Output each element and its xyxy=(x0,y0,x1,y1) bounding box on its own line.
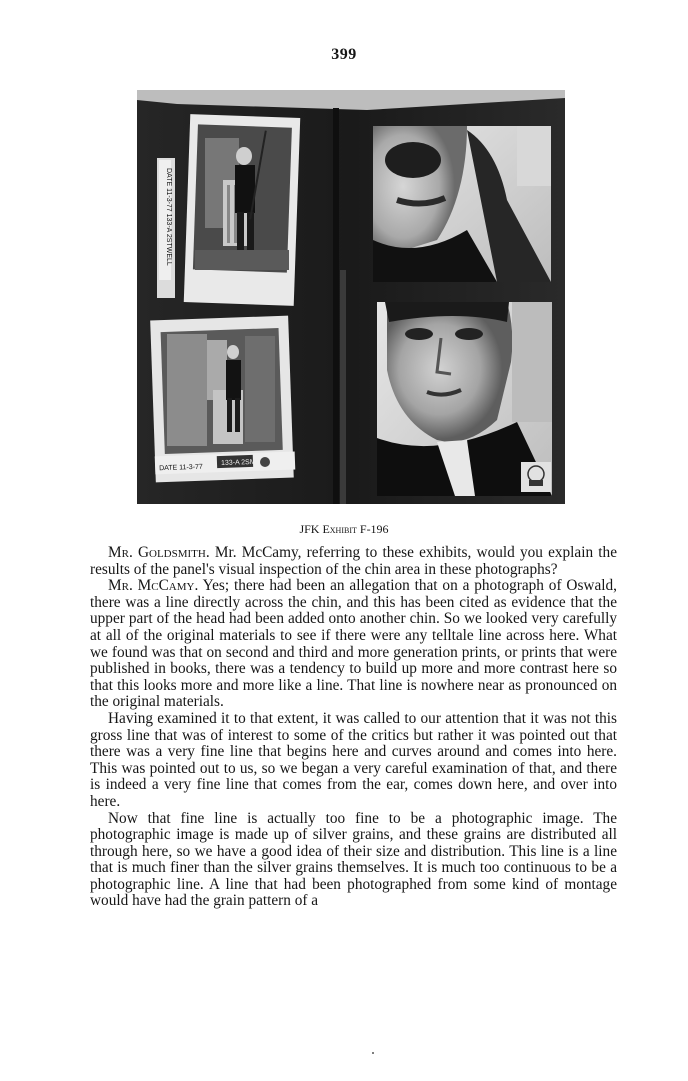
testimony-text xyxy=(90,545,617,910)
paragraph-text: Mr. McCamy, referring to these exhibits, would you explain the results of the panel's visual inspection of the chin area in these photographs? xyxy=(90,544,617,578)
caption-exhibit-word: Exhibit xyxy=(322,522,357,536)
paragraph-text: Having examined it to that extent, it was called to our attention that it was not this gross line that was of interest to some of the critics but rather it was pointed out that there was a very fine line that begins here and curves around and comes into here. This was pointed out to us, so we began a very careful examination of that, and there is indeed a very fine line that comes from the ear, comes down here, and over into here. xyxy=(90,709,617,810)
speaker-name: Mr. McCamy. xyxy=(108,577,199,595)
right-bottom-enlargement xyxy=(377,302,552,496)
svg-text:133-A 2SM: 133-A 2SM xyxy=(220,458,256,468)
caption-prefix: JFK xyxy=(299,522,320,536)
paragraph-text: Yes; there had been an allegation that on a photograph of Oswald, there was a line directly across the chin, and this has been cited as evidence that the upper part of the head had been added onto another chin. So we looked very carefully at all of the original materials to see if there were any telltale line across here. What we found was that on second and third and more generation prints, or prints that were published in books, there was a tendency to build up more and more contrast here so that this looks more and more like a line. That line is nowhere near as pronounced on the original materials. xyxy=(90,577,617,711)
speaker-name: Mr. Goldsmith. xyxy=(108,544,210,561)
paragraph-text: Now that fine line is actually too fine to be a photographic image. The photographic image is made up of silver grains, and these grains are distributed all through here, so we have a good idea of their size and distribution. This line is a line that is much finer than the silver grains themselves. It is much too continuous to be a photographic line. A line that had been photographed from some kind of montage would have had the grain pattern of a xyxy=(90,809,617,910)
paragraph xyxy=(90,711,617,811)
page-number: 399 xyxy=(331,46,357,63)
svg-text:DATE 11-3-77 133-A 2STWELL: DATE 11-3-77 133-A 2STWELL xyxy=(165,168,172,266)
paragraph xyxy=(90,545,617,578)
svg-text:DATE 11-3-77: DATE 11-3-77 xyxy=(159,463,203,473)
caption-number: F-196 xyxy=(359,522,389,536)
figure-caption xyxy=(0,522,688,537)
right-top-enlargement xyxy=(373,126,551,282)
paragraph xyxy=(90,578,617,711)
exhibit-photo-drawing xyxy=(137,90,565,504)
exhibit-photograph xyxy=(137,90,565,504)
paragraph xyxy=(90,811,617,911)
left-bottom-print xyxy=(150,316,295,483)
stray-mark xyxy=(372,1052,374,1054)
